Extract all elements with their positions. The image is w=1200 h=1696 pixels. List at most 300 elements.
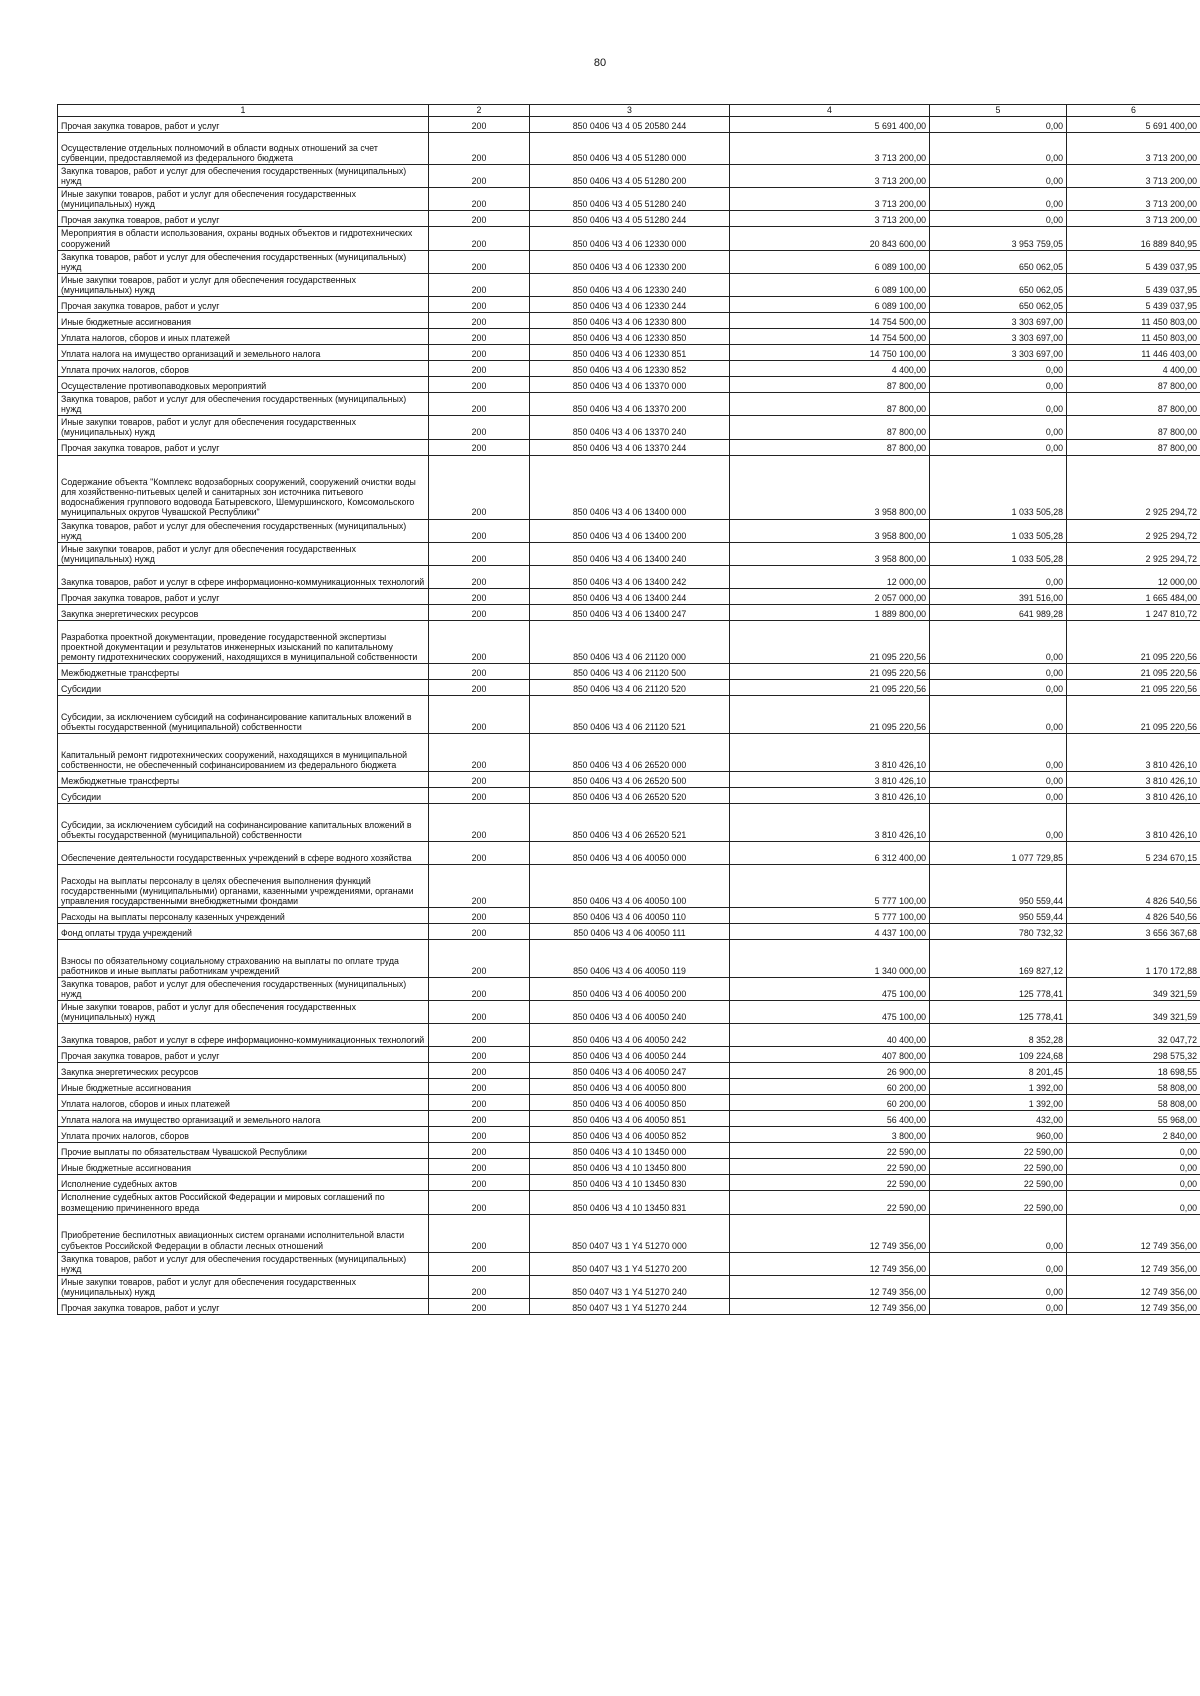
approved-amount: 6 089 100,00 <box>730 297 930 313</box>
approved-amount: 5 691 400,00 <box>730 117 930 133</box>
line-code: 200 <box>429 1175 530 1191</box>
line-code: 200 <box>429 297 530 313</box>
unexecuted-amount: 0,00 <box>1067 1143 1200 1159</box>
unexecuted-amount: 21 095 220,56 <box>1067 663 1200 679</box>
table-row <box>58 117 1200 133</box>
executed-amount: 641 989,28 <box>930 604 1067 620</box>
budget-classification-code: 850 0406 Ч3 4 06 13370 200 <box>530 393 730 416</box>
column-header: 1 <box>58 105 429 117</box>
executed-amount: 0,00 <box>930 803 1067 841</box>
line-code: 200 <box>429 1047 530 1063</box>
table-row <box>58 1079 1200 1095</box>
executed-amount: 3 303 697,00 <box>930 329 1067 345</box>
budget-item-name: Иные закупки товаров, работ и услуг для обеспечения государственных (муниципальных) нужд <box>58 273 429 296</box>
table-row <box>58 455 1200 519</box>
table-row <box>58 165 1200 188</box>
approved-amount: 4 400,00 <box>730 361 930 377</box>
budget-classification-code: 850 0406 Ч3 4 06 26520 521 <box>530 803 730 841</box>
unexecuted-amount: 0,00 <box>1067 1191 1200 1214</box>
budget-item-name: Субсидии, за исключением субсидий на софинансирование капитальных вложений в объекты государственной (муниципальной) собственности <box>58 803 429 841</box>
budget-classification-code: 850 0406 Ч3 4 06 40050 100 <box>530 864 730 907</box>
line-code: 200 <box>429 329 530 345</box>
budget-classification-code: 850 0406 Ч3 4 05 20580 244 <box>530 117 730 133</box>
budget-classification-code: 850 0406 Ч3 4 10 13450 800 <box>530 1159 730 1175</box>
budget-item-name: Межбюджетные трансферты <box>58 771 429 787</box>
budget-item-name: Прочая закупка товаров, работ и услуг <box>58 588 429 604</box>
budget-item-name: Закупка товаров, работ и услуг для обеспечения государственных (муниципальных) нужд <box>58 250 429 273</box>
budget-classification-code: 850 0406 Ч3 4 06 40050 240 <box>530 1001 730 1024</box>
budget-item-name: Закупка товаров, работ и услуг для обеспечения государственных (муниципальных) нужд <box>58 977 429 1000</box>
approved-amount: 60 200,00 <box>730 1095 930 1111</box>
budget-item-name: Расходы на выплаты персоналу казенных учреждений <box>58 907 429 923</box>
budget-execution-table <box>57 104 1200 1315</box>
executed-amount: 0,00 <box>930 211 1067 227</box>
approved-amount: 1 889 800,00 <box>730 604 930 620</box>
table-row <box>58 1214 1200 1252</box>
executed-amount: 0,00 <box>930 416 1067 439</box>
approved-amount: 14 754 500,00 <box>730 313 930 329</box>
line-code: 200 <box>429 313 530 329</box>
column-header: 4 <box>730 105 930 117</box>
budget-classification-code: 850 0406 Ч3 4 06 40050 247 <box>530 1063 730 1079</box>
approved-amount: 3 713 200,00 <box>730 211 930 227</box>
table-row <box>58 604 1200 620</box>
executed-amount: 8 352,28 <box>930 1024 1067 1047</box>
executed-amount: 0,00 <box>930 133 1067 165</box>
unexecuted-amount: 349 321,59 <box>1067 1001 1200 1024</box>
budget-classification-code: 850 0406 Ч3 4 06 13400 200 <box>530 519 730 542</box>
approved-amount: 3 713 200,00 <box>730 133 930 165</box>
approved-amount: 87 800,00 <box>730 416 930 439</box>
budget-item-name: Иные закупки товаров, работ и услуг для обеспечения государственных (муниципальных) нужд <box>58 416 429 439</box>
table-row <box>58 345 1200 361</box>
executed-amount: 780 732,32 <box>930 923 1067 939</box>
budget-item-name: Уплата налогов, сборов и иных платежей <box>58 329 429 345</box>
executed-amount: 22 590,00 <box>930 1159 1067 1175</box>
unexecuted-amount: 3 713 200,00 <box>1067 188 1200 211</box>
unexecuted-amount: 11 450 803,00 <box>1067 313 1200 329</box>
unexecuted-amount: 55 968,00 <box>1067 1111 1200 1127</box>
line-code: 200 <box>429 1275 530 1298</box>
executed-amount: 1 033 505,28 <box>930 542 1067 565</box>
line-code: 200 <box>429 393 530 416</box>
unexecuted-amount: 32 047,72 <box>1067 1024 1200 1047</box>
budget-classification-code: 850 0406 Ч3 4 05 51280 240 <box>530 188 730 211</box>
unexecuted-amount: 349 321,59 <box>1067 977 1200 1000</box>
executed-amount: 3 303 697,00 <box>930 313 1067 329</box>
budget-classification-code: 850 0406 Ч3 4 06 26520 500 <box>530 771 730 787</box>
budget-item-name: Обеспечение деятельности государственных учреждений в сфере водного хозяйства <box>58 841 429 864</box>
budget-classification-code: 850 0406 Ч3 4 06 40050 850 <box>530 1095 730 1111</box>
table-row <box>58 227 1200 250</box>
budget-classification-code: 850 0406 Ч3 4 06 13400 247 <box>530 604 730 620</box>
executed-amount: 0,00 <box>930 1252 1067 1275</box>
approved-amount: 40 400,00 <box>730 1024 930 1047</box>
executed-amount: 960,00 <box>930 1127 1067 1143</box>
budget-item-name: Прочая закупка товаров, работ и услуг <box>58 439 429 455</box>
executed-amount: 3 953 759,05 <box>930 227 1067 250</box>
table-row <box>58 393 1200 416</box>
approved-amount: 4 437 100,00 <box>730 923 930 939</box>
table-row <box>58 1111 1200 1127</box>
executed-amount: 950 559,44 <box>930 864 1067 907</box>
unexecuted-amount: 12 749 356,00 <box>1067 1252 1200 1275</box>
unexecuted-amount: 5 439 037,95 <box>1067 273 1200 296</box>
approved-amount: 475 100,00 <box>730 977 930 1000</box>
table-row <box>58 133 1200 165</box>
line-code: 200 <box>429 679 530 695</box>
unexecuted-amount: 4 826 540,56 <box>1067 864 1200 907</box>
table-row <box>58 416 1200 439</box>
line-code: 200 <box>429 133 530 165</box>
budget-item-name: Закупка товаров, работ и услуг для обеспечения государственных (муниципальных) нужд <box>58 165 429 188</box>
executed-amount: 125 778,41 <box>930 1001 1067 1024</box>
approved-amount: 3 958 800,00 <box>730 519 930 542</box>
unexecuted-amount: 2 840,00 <box>1067 1127 1200 1143</box>
budget-item-name: Иные закупки товаров, работ и услуг для обеспечения государственных (муниципальных) нужд <box>58 1001 429 1024</box>
executed-amount: 0,00 <box>930 787 1067 803</box>
executed-amount: 391 516,00 <box>930 588 1067 604</box>
unexecuted-amount: 3 810 426,10 <box>1067 803 1200 841</box>
approved-amount: 21 095 220,56 <box>730 695 930 733</box>
approved-amount: 3 810 426,10 <box>730 771 930 787</box>
table-row <box>58 733 1200 771</box>
table-row <box>58 1047 1200 1063</box>
unexecuted-amount: 87 800,00 <box>1067 416 1200 439</box>
budget-classification-code: 850 0406 Ч3 4 06 40050 000 <box>530 841 730 864</box>
budget-classification-code: 850 0406 Ч3 4 06 26520 000 <box>530 733 730 771</box>
budget-classification-code: 850 0406 Ч3 4 06 12330 240 <box>530 273 730 296</box>
executed-amount: 1 392,00 <box>930 1079 1067 1095</box>
budget-item-name: Иные закупки товаров, работ и услуг для обеспечения государственных (муниципальных) нужд <box>58 1275 429 1298</box>
line-code: 200 <box>429 439 530 455</box>
executed-amount: 1 077 729,85 <box>930 841 1067 864</box>
budget-item-name: Взносы по обязательному социальному страхованию на выплаты по оплате труда работников и иные выплаты работникам учреждений <box>58 939 429 977</box>
budget-classification-code: 850 0406 Ч3 4 10 13450 000 <box>530 1143 730 1159</box>
line-code: 200 <box>429 1143 530 1159</box>
unexecuted-amount: 1 247 810,72 <box>1067 604 1200 620</box>
approved-amount: 5 777 100,00 <box>730 907 930 923</box>
approved-amount: 3 810 426,10 <box>730 787 930 803</box>
executed-amount: 22 590,00 <box>930 1175 1067 1191</box>
budget-classification-code: 850 0406 Ч3 4 06 40050 110 <box>530 907 730 923</box>
unexecuted-amount: 5 439 037,95 <box>1067 297 1200 313</box>
executed-amount: 0,00 <box>930 1299 1067 1315</box>
budget-item-name: Иные закупки товаров, работ и услуг для обеспечения государственных (муниципальных) нужд <box>58 188 429 211</box>
budget-classification-code: 850 0406 Ч3 4 10 13450 831 <box>530 1191 730 1214</box>
line-code: 200 <box>429 1159 530 1175</box>
approved-amount: 22 590,00 <box>730 1191 930 1214</box>
executed-amount: 0,00 <box>930 733 1067 771</box>
unexecuted-amount: 5 439 037,95 <box>1067 250 1200 273</box>
unexecuted-amount: 18 698,55 <box>1067 1063 1200 1079</box>
executed-amount: 0,00 <box>930 679 1067 695</box>
budget-classification-code: 850 0406 Ч3 4 06 13370 000 <box>530 377 730 393</box>
unexecuted-amount: 12 749 356,00 <box>1067 1299 1200 1315</box>
line-code: 200 <box>429 939 530 977</box>
table-row <box>58 1024 1200 1047</box>
budget-classification-code: 850 0406 Ч3 4 05 51280 200 <box>530 165 730 188</box>
approved-amount: 87 800,00 <box>730 439 930 455</box>
executed-amount: 650 062,05 <box>930 273 1067 296</box>
budget-item-name: Фонд оплаты труда учреждений <box>58 923 429 939</box>
table-row <box>58 1191 1200 1214</box>
unexecuted-amount: 21 095 220,56 <box>1067 620 1200 663</box>
budget-classification-code: 850 0406 Ч3 4 06 12330 000 <box>530 227 730 250</box>
budget-classification-code: 850 0406 Ч3 4 06 40050 242 <box>530 1024 730 1047</box>
approved-amount: 21 095 220,56 <box>730 679 930 695</box>
budget-item-name: Осуществление отдельных полномочий в области водных отношений за счет субвенции, предоставляемой из федерального бюджета <box>58 133 429 165</box>
table-row <box>58 1275 1200 1298</box>
unexecuted-amount: 16 889 840,95 <box>1067 227 1200 250</box>
budget-item-name: Закупка товаров, работ и услуг для обеспечения государственных (муниципальных) нужд <box>58 519 429 542</box>
budget-item-name: Закупка товаров, работ и услуг для обеспечения государственных (муниципальных) нужд <box>58 393 429 416</box>
unexecuted-amount: 1 665 484,00 <box>1067 588 1200 604</box>
budget-classification-code: 850 0406 Ч3 4 06 12330 851 <box>530 345 730 361</box>
line-code: 200 <box>429 1063 530 1079</box>
executed-amount: 0,00 <box>930 663 1067 679</box>
approved-amount: 1 340 000,00 <box>730 939 930 977</box>
unexecuted-amount: 2 925 294,72 <box>1067 542 1200 565</box>
executed-amount: 950 559,44 <box>930 907 1067 923</box>
budget-item-name: Прочая закупка товаров, работ и услуг <box>58 211 429 227</box>
approved-amount: 3 713 200,00 <box>730 165 930 188</box>
budget-classification-code: 850 0406 Ч3 4 06 12330 200 <box>530 250 730 273</box>
unexecuted-amount: 2 925 294,72 <box>1067 455 1200 519</box>
table-row <box>58 519 1200 542</box>
line-code: 200 <box>429 620 530 663</box>
executed-amount: 650 062,05 <box>930 297 1067 313</box>
table-row <box>58 679 1200 695</box>
budget-classification-code: 850 0406 Ч3 4 06 13400 242 <box>530 565 730 588</box>
table-row <box>58 1001 1200 1024</box>
approved-amount: 407 800,00 <box>730 1047 930 1063</box>
approved-amount: 3 713 200,00 <box>730 188 930 211</box>
budget-item-name: Разработка проектной документации, проведение государственной экспертизы проектной документации и результатов инженерных изысканий по капитальному ремонту гидротехнических сооружений, находящихся в муниципальной собственности <box>58 620 429 663</box>
table-row <box>58 377 1200 393</box>
budget-classification-code: 850 0407 Ч3 1 Y4 51270 240 <box>530 1275 730 1298</box>
budget-item-name: Уплата налога на имущество организаций и земельного налога <box>58 1111 429 1127</box>
line-code: 200 <box>429 188 530 211</box>
unexecuted-amount: 4 826 540,56 <box>1067 907 1200 923</box>
budget-item-name: Прочие выплаты по обязательствам Чувашской Республики <box>58 1143 429 1159</box>
budget-classification-code: 850 0406 Ч3 4 05 51280 244 <box>530 211 730 227</box>
executed-amount: 0,00 <box>930 188 1067 211</box>
budget-classification-code: 850 0407 Ч3 1 Y4 51270 244 <box>530 1299 730 1315</box>
approved-amount: 3 810 426,10 <box>730 733 930 771</box>
approved-amount: 3 800,00 <box>730 1127 930 1143</box>
budget-classification-code: 850 0406 Ч3 4 06 26520 520 <box>530 787 730 803</box>
budget-item-name: Иные закупки товаров, работ и услуг для обеспечения государственных (муниципальных) нужд <box>58 542 429 565</box>
table-row <box>58 1252 1200 1275</box>
approved-amount: 475 100,00 <box>730 1001 930 1024</box>
executed-amount: 0,00 <box>930 695 1067 733</box>
executed-amount: 169 827,12 <box>930 939 1067 977</box>
table-row <box>58 1063 1200 1079</box>
unexecuted-amount: 3 713 200,00 <box>1067 211 1200 227</box>
budget-item-name: Расходы на выплаты персоналу в целях обеспечения выполнения функций государственными (муниципальными) органами, казенными учреждениями, органами управления государственными внебюджетными фондами <box>58 864 429 907</box>
column-header: 3 <box>530 105 730 117</box>
budget-item-name: Прочая закупка товаров, работ и услуг <box>58 1047 429 1063</box>
approved-amount: 87 800,00 <box>730 393 930 416</box>
table-row <box>58 329 1200 345</box>
budget-classification-code: 850 0406 Ч3 4 06 40050 111 <box>530 923 730 939</box>
executed-amount: 650 062,05 <box>930 250 1067 273</box>
line-code: 200 <box>429 923 530 939</box>
budget-classification-code: 850 0406 Ч3 4 06 21120 521 <box>530 695 730 733</box>
executed-amount: 3 303 697,00 <box>930 345 1067 361</box>
budget-item-name: Субсидии <box>58 787 429 803</box>
line-code: 200 <box>429 787 530 803</box>
budget-item-name: Закупка товаров, работ и услуг для обеспечения государственных (муниципальных) нужд <box>58 1252 429 1275</box>
page-number: 80 <box>593 57 607 69</box>
budget-item-name: Иные бюджетные ассигнования <box>58 1159 429 1175</box>
unexecuted-amount: 12 749 356,00 <box>1067 1275 1200 1298</box>
table-row <box>58 977 1200 1000</box>
budget-item-name: Иные бюджетные ассигнования <box>58 1079 429 1095</box>
budget-item-name: Межбюджетные трансферты <box>58 663 429 679</box>
budget-classification-code: 850 0406 Ч3 4 06 13400 240 <box>530 542 730 565</box>
approved-amount: 12 749 356,00 <box>730 1252 930 1275</box>
executed-amount: 1 392,00 <box>930 1095 1067 1111</box>
line-code: 200 <box>429 565 530 588</box>
executed-amount: 0,00 <box>930 117 1067 133</box>
line-code: 200 <box>429 1299 530 1315</box>
line-code: 200 <box>429 361 530 377</box>
unexecuted-amount: 58 808,00 <box>1067 1095 1200 1111</box>
line-code: 200 <box>429 211 530 227</box>
unexecuted-amount: 87 800,00 <box>1067 393 1200 416</box>
approved-amount: 14 754 500,00 <box>730 329 930 345</box>
column-number-header-row <box>58 105 1200 117</box>
executed-amount: 0,00 <box>930 1275 1067 1298</box>
executed-amount: 0,00 <box>930 165 1067 188</box>
table-row <box>58 841 1200 864</box>
line-code: 200 <box>429 695 530 733</box>
executed-amount: 22 590,00 <box>930 1143 1067 1159</box>
executed-amount: 0,00 <box>930 1214 1067 1252</box>
approved-amount: 3 958 800,00 <box>730 542 930 565</box>
line-code: 200 <box>429 733 530 771</box>
unexecuted-amount: 2 925 294,72 <box>1067 519 1200 542</box>
approved-amount: 87 800,00 <box>730 377 930 393</box>
budget-item-name: Уплата прочих налогов, сборов <box>58 1127 429 1143</box>
budget-item-name: Уплата прочих налогов, сборов <box>58 361 429 377</box>
line-code: 200 <box>429 907 530 923</box>
table-row <box>58 542 1200 565</box>
approved-amount: 2 057 000,00 <box>730 588 930 604</box>
table-row <box>58 1095 1200 1111</box>
table-row <box>58 1175 1200 1191</box>
unexecuted-amount: 3 656 367,68 <box>1067 923 1200 939</box>
executed-amount: 0,00 <box>930 361 1067 377</box>
table-row <box>58 313 1200 329</box>
budget-classification-code: 850 0406 Ч3 4 06 13400 000 <box>530 455 730 519</box>
line-code: 200 <box>429 1252 530 1275</box>
executed-amount: 0,00 <box>930 771 1067 787</box>
unexecuted-amount: 12 000,00 <box>1067 565 1200 588</box>
unexecuted-amount: 0,00 <box>1067 1175 1200 1191</box>
table-row <box>58 439 1200 455</box>
executed-amount: 8 201,45 <box>930 1063 1067 1079</box>
budget-item-name: Прочая закупка товаров, работ и услуг <box>58 117 429 133</box>
line-code: 200 <box>429 1191 530 1214</box>
table-row <box>58 695 1200 733</box>
approved-amount: 6 089 100,00 <box>730 250 930 273</box>
budget-classification-code: 850 0406 Ч3 4 06 21120 000 <box>530 620 730 663</box>
table-row <box>58 1143 1200 1159</box>
unexecuted-amount: 11 446 403,00 <box>1067 345 1200 361</box>
approved-amount: 12 749 356,00 <box>730 1275 930 1298</box>
table-row <box>58 361 1200 377</box>
executed-amount: 432,00 <box>930 1111 1067 1127</box>
table-row <box>58 907 1200 923</box>
line-code: 200 <box>429 250 530 273</box>
budget-classification-code: 850 0406 Ч3 4 06 21120 500 <box>530 663 730 679</box>
line-code: 200 <box>429 542 530 565</box>
budget-classification-code: 850 0406 Ч3 4 06 13400 244 <box>530 588 730 604</box>
table-row <box>58 273 1200 296</box>
executed-amount: 125 778,41 <box>930 977 1067 1000</box>
budget-classification-code: 850 0406 Ч3 4 06 13370 240 <box>530 416 730 439</box>
budget-item-name: Капитальный ремонт гидротехнических сооружений, находящихся в муниципальной собственности, не обеспеченный софинансированием из федерального бюджета <box>58 733 429 771</box>
line-code: 200 <box>429 227 530 250</box>
table-row <box>58 565 1200 588</box>
approved-amount: 60 200,00 <box>730 1079 930 1095</box>
budget-classification-code: 850 0406 Ч3 4 06 40050 244 <box>530 1047 730 1063</box>
budget-classification-code: 850 0406 Ч3 4 10 13450 830 <box>530 1175 730 1191</box>
approved-amount: 21 095 220,56 <box>730 620 930 663</box>
column-header: 6 <box>1067 105 1200 117</box>
unexecuted-amount: 5 691 400,00 <box>1067 117 1200 133</box>
budget-item-name: Приобретение беспилотных авиационных систем органами исполнительной власти субъектов Российской Федерации в области лесных отношений <box>58 1214 429 1252</box>
executed-amount: 0,00 <box>930 377 1067 393</box>
budget-classification-code: 850 0406 Ч3 4 06 12330 800 <box>530 313 730 329</box>
line-code: 200 <box>429 273 530 296</box>
approved-amount: 14 750 100,00 <box>730 345 930 361</box>
table-row <box>58 188 1200 211</box>
line-code: 200 <box>429 1127 530 1143</box>
executed-amount: 109 224,68 <box>930 1047 1067 1063</box>
unexecuted-amount: 4 400,00 <box>1067 361 1200 377</box>
budget-item-name: Прочая закупка товаров, работ и услуг <box>58 297 429 313</box>
approved-amount: 22 590,00 <box>730 1159 930 1175</box>
executed-amount: 0,00 <box>930 620 1067 663</box>
unexecuted-amount: 298 575,32 <box>1067 1047 1200 1063</box>
budget-item-name: Уплата налогов, сборов и иных платежей <box>58 1095 429 1111</box>
line-code: 200 <box>429 1214 530 1252</box>
budget-classification-code: 850 0406 Ч3 4 06 40050 851 <box>530 1111 730 1127</box>
budget-item-name: Мероприятия в области использования, охраны водных объектов и гидротехнических сооружений <box>58 227 429 250</box>
column-header: 5 <box>930 105 1067 117</box>
line-code: 200 <box>429 771 530 787</box>
budget-classification-code: 850 0406 Ч3 4 06 12330 244 <box>530 297 730 313</box>
table-row <box>58 939 1200 977</box>
executed-amount: 22 590,00 <box>930 1191 1067 1214</box>
executed-amount: 0,00 <box>930 565 1067 588</box>
approved-amount: 6 312 400,00 <box>730 841 930 864</box>
line-code: 200 <box>429 345 530 361</box>
unexecuted-amount: 12 749 356,00 <box>1067 1214 1200 1252</box>
budget-classification-code: 850 0407 Ч3 1 Y4 51270 200 <box>530 1252 730 1275</box>
line-code: 200 <box>429 977 530 1000</box>
unexecuted-amount: 87 800,00 <box>1067 377 1200 393</box>
line-code: 200 <box>429 165 530 188</box>
table-row <box>58 250 1200 273</box>
budget-item-name: Закупка товаров, работ и услуг в сфере информационно-коммуникационных технологий <box>58 1024 429 1047</box>
table-row <box>58 923 1200 939</box>
executed-amount: 0,00 <box>930 393 1067 416</box>
